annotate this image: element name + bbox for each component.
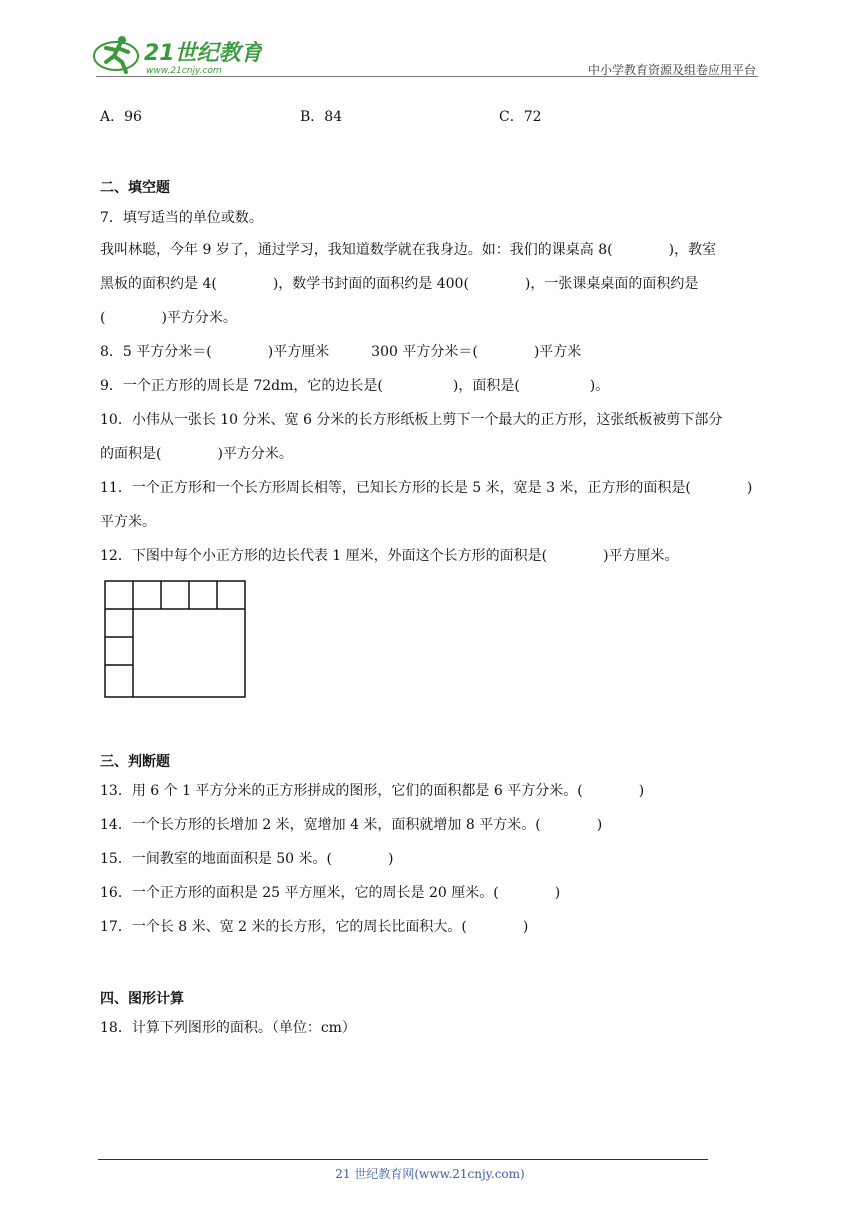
header-divider — [96, 76, 758, 77]
option-a: A．96 — [100, 109, 142, 125]
question-12: 12．下图中每个小正方形的边长代表 1 厘米，外面这个长方形的面积是( )平方厘米。 — [100, 548, 679, 564]
footer-link[interactable]: 21 世纪教育网(www.21cnjy.com) — [335, 1167, 525, 1181]
question-16: 16．一个正方形的面积是 25 平方厘米，它的周长是 20 厘米。( ) — [100, 885, 561, 901]
question-17: 17．一个长 8 米、宽 2 米的长方形，它的周长比面积大。( ) — [100, 919, 529, 935]
question-11-line-1: 11．一个正方形和一个长方形周长相等，已知长方形的长是 5 米，宽是 3 米，正方形的面积是( ) — [100, 480, 753, 496]
question-7-line-1: 我叫林聪，今年 9 岁了，通过学习，我知道数学就在我身边。如：我们的课桌高 8( )，教室 — [100, 242, 717, 258]
rectangle-grid-figure — [104, 580, 246, 698]
header-platform-text: 中小学教育资源及组卷应用平台 — [587, 63, 756, 77]
question-14: 14．一个长方形的长增加 2 米，宽增加 4 米，面积就增加 8 平方米。( ) — [100, 817, 603, 833]
footer-divider — [98, 1159, 708, 1160]
logo-url: www.21cnjy.com — [146, 66, 222, 76]
section-heading-judge: 三、判断题 — [100, 754, 170, 770]
option-c: C．72 — [499, 109, 542, 125]
question-7-line-3: ( )平方分米。 — [100, 310, 237, 326]
question-10-line-1: 10．小伟从一张长 10 分米、宽 6 分米的长方形纸板上剪下一个最大的正方形，这张纸板被剪下部分 — [100, 412, 723, 428]
question-11-line-2: 平方米。 — [100, 514, 156, 530]
question-18: 18．计算下列图形的面积。（单位：cm） — [100, 1020, 356, 1036]
question-13: 13．用 6 个 1 平方分米的正方形拼成的图形，它们的面积都是 6 平方分米。( ) — [100, 783, 645, 799]
question-15: 15．一间教室的地面面积是 50 米。( ) — [100, 851, 394, 867]
option-b: B．84 — [300, 109, 343, 125]
logo-text: 21世纪教育 — [144, 41, 262, 66]
question-10-line-2: 的面积是( )平方分米。 — [100, 446, 293, 462]
section-heading-fill: 二、填空题 — [100, 180, 170, 196]
question-8: 8．5 平方分米＝( )平方厘米 300 平方分米＝( )平方米 — [100, 344, 582, 360]
site-logo — [92, 32, 262, 78]
runner-logo-icon — [92, 32, 262, 78]
question-7-line-2: 黑板的面积约是 4( )，数学书封面的面积约是 400( )，一张课桌桌面的面积约是 — [100, 276, 699, 292]
question-9: 9．一个正方形的周长是 72dm，它的边长是( )，面积是( )。 — [100, 378, 610, 394]
question-7: 7．填写适当的单位或数。 — [100, 210, 263, 226]
section-heading-calc: 四、图形计算 — [100, 991, 184, 1007]
